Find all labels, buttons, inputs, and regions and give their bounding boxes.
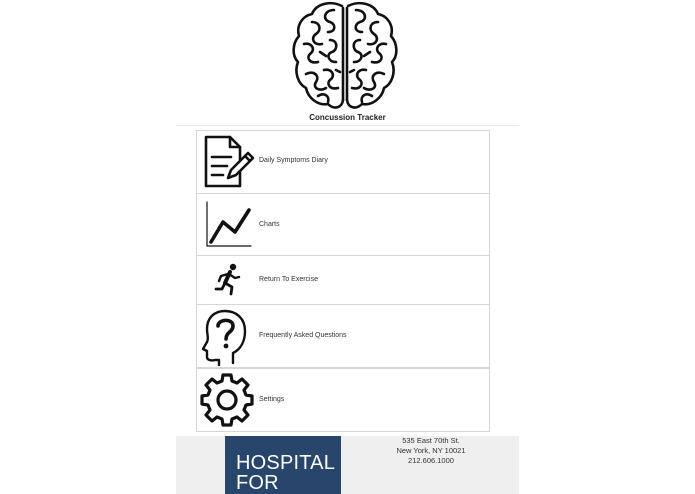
hospital-logo[interactable]	[225, 436, 341, 494]
menu-item-return-to-exercise[interactable]	[196, 255, 490, 305]
menu-item-label: Settings	[259, 396, 285, 403]
running-person-icon	[197, 256, 257, 304]
menu-item-frequently-asked-questions[interactable]	[196, 304, 490, 368]
address-street: 535 East 70th St.	[402, 436, 460, 445]
head-question-icon	[197, 305, 257, 367]
app-title: Concussion Tracker	[309, 113, 386, 122]
logo-line-2: FOR	[236, 472, 279, 494]
brain-icon	[290, 0, 400, 112]
logo-line-1: HOSPITAL	[236, 452, 336, 474]
hospital-address	[366, 436, 496, 466]
menu-item-settings[interactable]	[196, 368, 490, 432]
footer	[176, 436, 519, 494]
address-city: New York, NY 10021	[396, 446, 466, 455]
line-chart-icon	[197, 194, 257, 255]
gear-icon	[197, 369, 257, 431]
phone-number[interactable]: 212.606.1000	[408, 456, 454, 465]
menu-item-label: Charts	[259, 221, 280, 228]
menu-item-charts[interactable]	[196, 193, 490, 256]
menu-item-label: Daily Symptoms Diary	[259, 157, 328, 164]
diary-edit-icon	[197, 131, 257, 193]
menu-item-label: Return To Exercise	[259, 276, 319, 283]
menu-item-label: Frequently Asked Questions	[259, 332, 347, 339]
menu-item-daily-symptoms-diary[interactable]	[196, 130, 490, 194]
header-divider	[176, 125, 519, 126]
